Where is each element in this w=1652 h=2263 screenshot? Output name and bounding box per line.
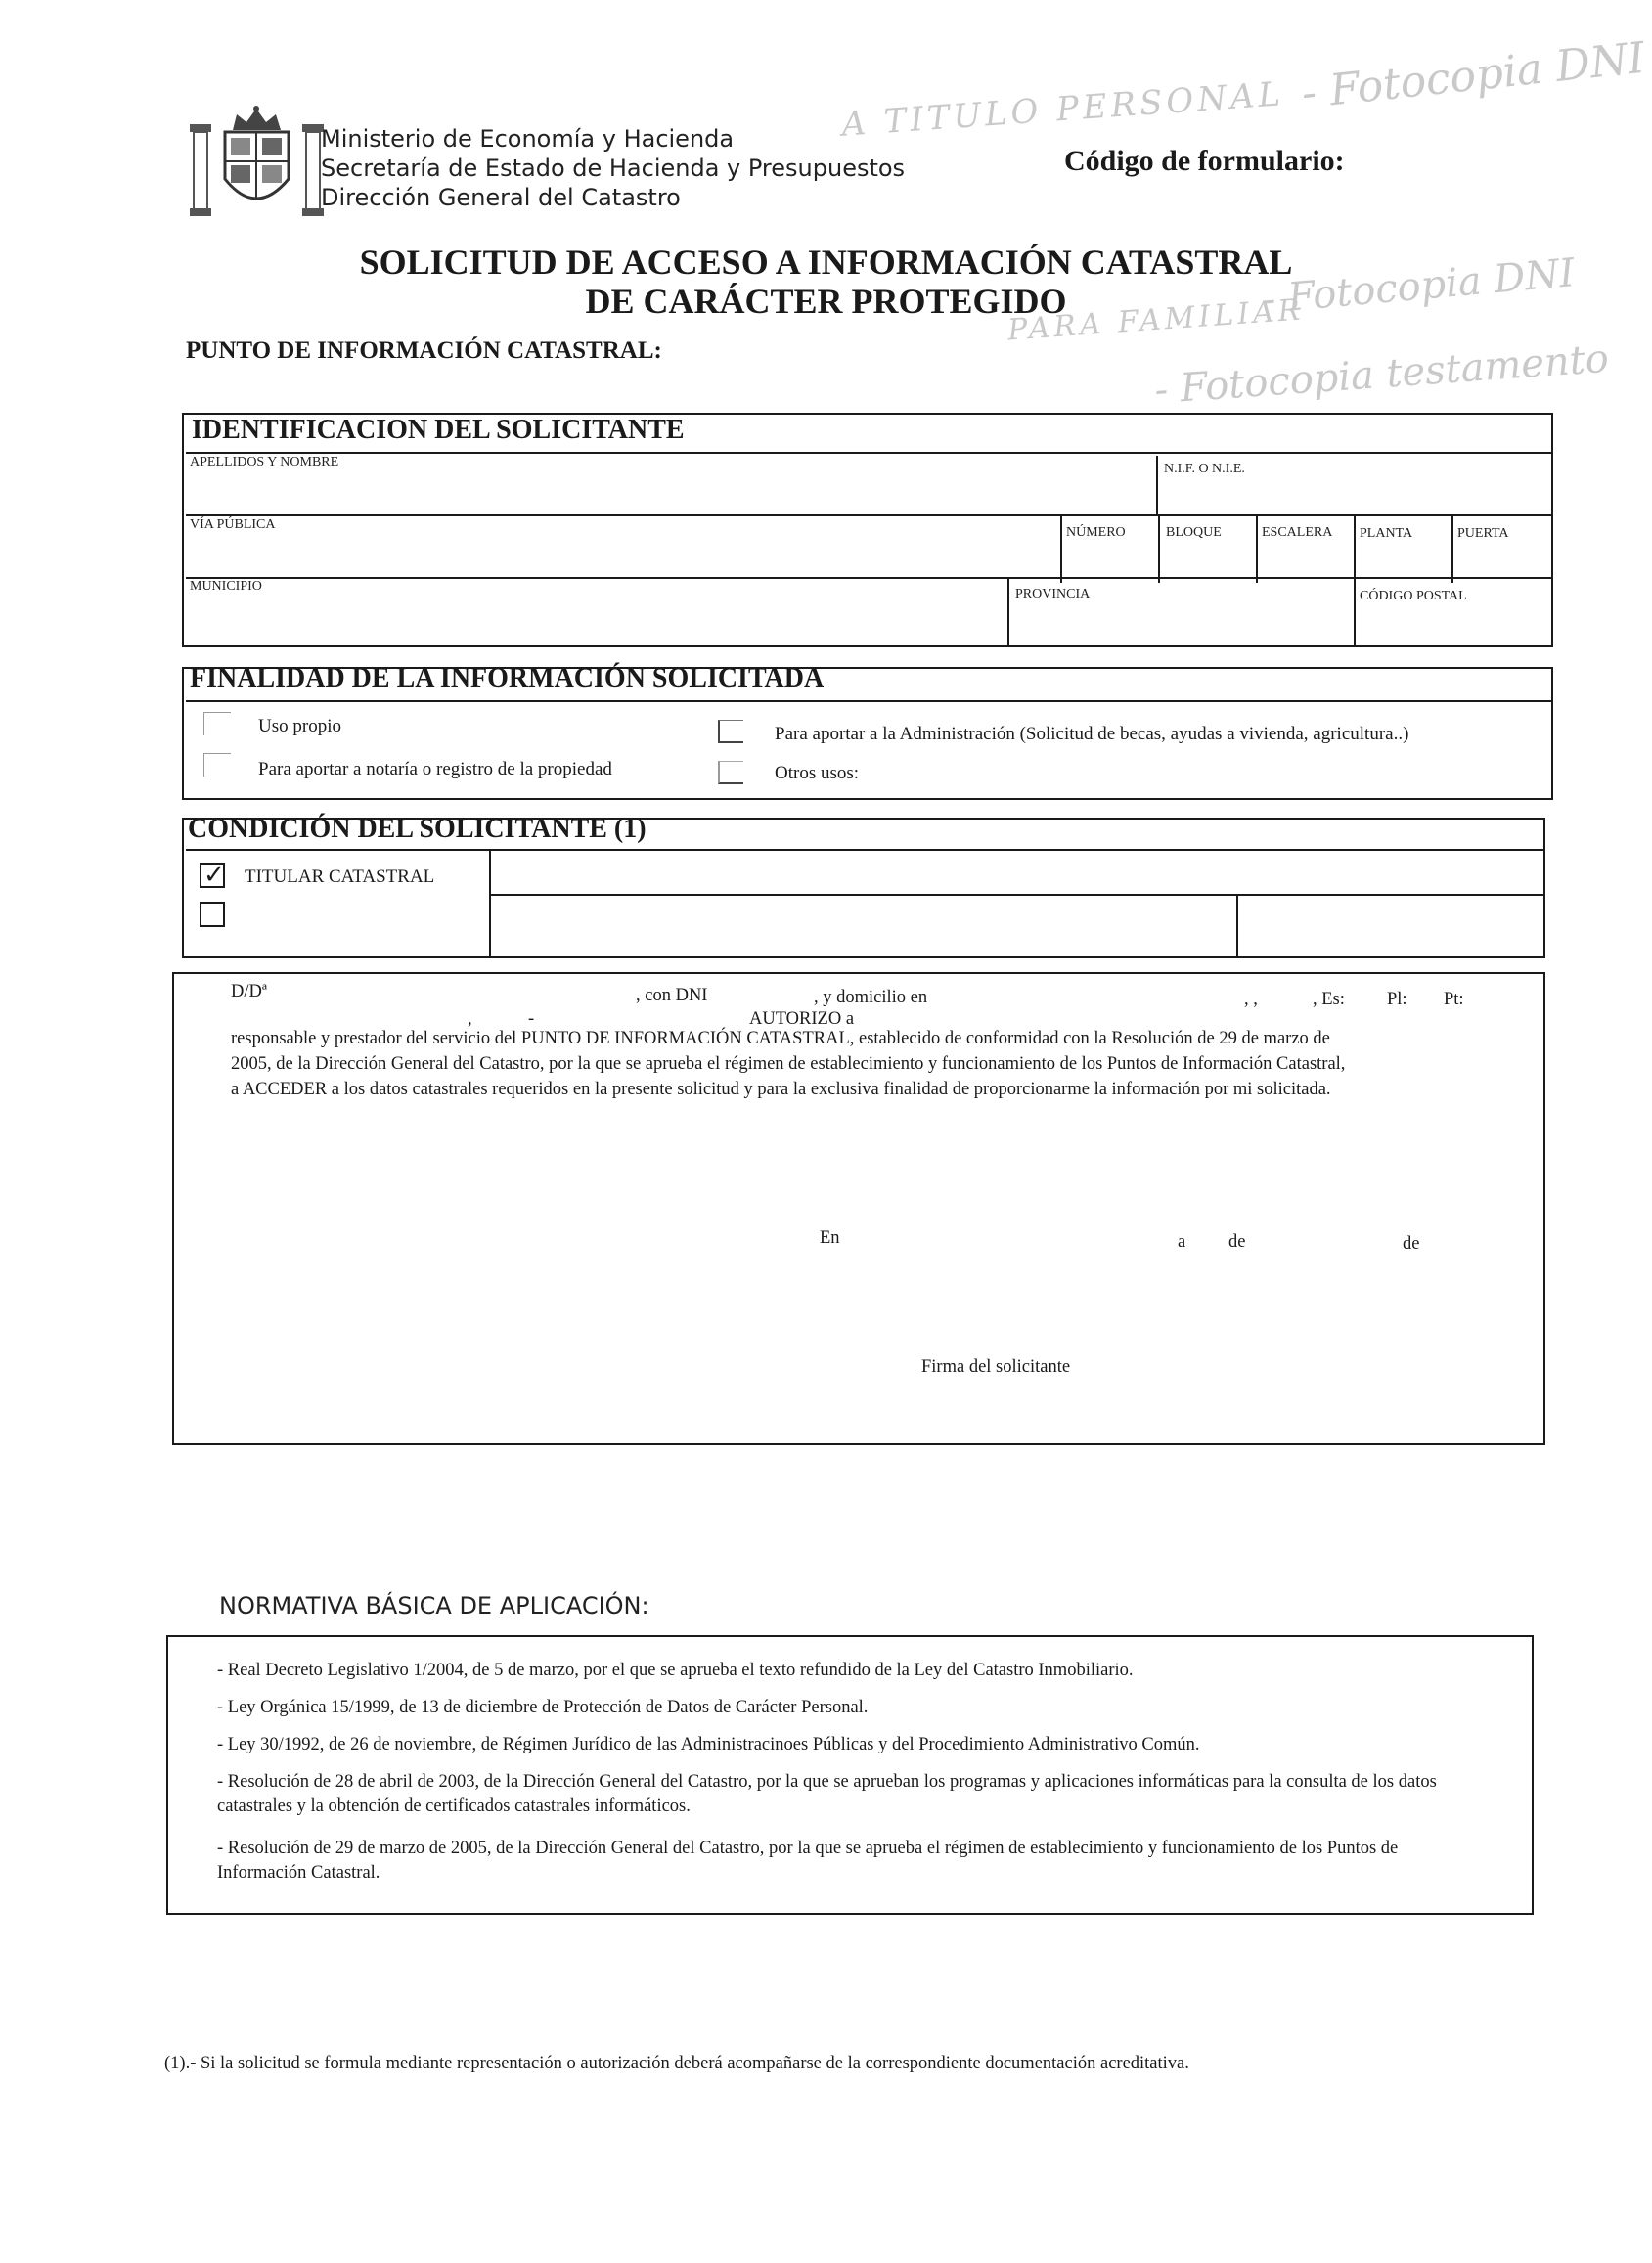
finalidad-title: FINALIDAD DE LA INFORMACIÓN SOLICITADA (190, 663, 825, 693)
puerta-short-label: Pt: (1444, 990, 1464, 1009)
coat-of-arms-icon (186, 103, 328, 220)
fecha-de-label-2: de (1403, 1234, 1420, 1254)
apellidos-label: APELLIDOS Y NOMBRE (190, 455, 339, 469)
autorizo-label: AUTORIZO a (749, 1009, 855, 1029)
normativa-item: - Resolución de 29 de marzo de 2005, de la Dirección General del Catastro, por la que se aprueba el régimen de establecimiento y funcionamiento de los Puntos de Información Catastral. (217, 1839, 1399, 1883)
normativa-item: - Ley Orgánica 15/1999, de 13 de diciembre de Protección de Datos de Carácter Personal. (217, 1698, 869, 1717)
autorizacion-line-2: responsable y prestador del servicio del PUNTO DE INFORMACIÓN CATASTRAL, establecido de conformidad con la Resolución de 29 de marzo de (231, 1029, 1330, 1048)
titular-catastral-checkbox[interactable] (200, 863, 225, 888)
form-code-label: Código de formulario: (1064, 145, 1345, 177)
planta-label: PLANTA (1360, 526, 1413, 541)
identification-section (182, 413, 1553, 647)
provincia-label: PROVINCIA (1015, 587, 1091, 601)
dd-label: D/Dª (231, 982, 267, 1001)
normativa-item: - Real Decreto Legislativo 1/2004, de 5 de marzo, por el que se aprueba el texto refundido de la Ley del Catastro Inmobiliario. (217, 1661, 1134, 1680)
firma-solicitante-label: Firma del solicitante (921, 1357, 1071, 1377)
condicion-title: CONDICIÓN DEL SOLICITANTE (1) (188, 814, 647, 844)
handwritten-note-1b: A TITULO PERSONAL (840, 74, 1286, 145)
checkmark-icon: ✓ (203, 861, 225, 890)
ministry-line-2: Secretaría de Estado de Hacienda y Presupuestos (321, 155, 906, 182)
document-title-line-2: DE CARÁCTER PROTEGIDO (585, 282, 1067, 321)
fecha-de-label-1: de (1228, 1232, 1246, 1252)
other-condition-checkbox[interactable] (200, 902, 225, 927)
document-title-line-1: SOLICITUD DE ACCESO A INFORMACIÓN CATASTRAL (359, 243, 1293, 282)
comma-separator: , (468, 1009, 472, 1029)
normativa-item: - Resolución de 28 de abril de 2003, de la Dirección General del Catastro, por la que se aprueban los programas y aplicaciones informáticas para la consulta de los datos catastrales y la obtención de certificados catastrales informáticos. (217, 1772, 1437, 1816)
address-commas: , , (1244, 990, 1258, 1009)
nif-label: N.I.F. O N.I.E. (1164, 462, 1245, 476)
con-dni-label: , con DNI (636, 986, 708, 1005)
handwritten-note-2b: PARA FAMILIAR (1006, 292, 1306, 348)
notaria-option: Para aportar a notaría o registro de la propiedad (258, 759, 612, 779)
lugar-en-label: En (820, 1228, 840, 1248)
numero-label: NÚMERO (1066, 525, 1126, 540)
titular-catastral-label: TITULAR CATASTRAL (245, 866, 435, 887)
ministry-line-3: Dirección General del Catastro (321, 184, 681, 211)
escalera-label: ESCALERA (1262, 525, 1333, 540)
punto-informacion-label: PUNTO DE INFORMACIÓN CATASTRAL: (186, 337, 662, 364)
otros-usos-checkbox[interactable] (718, 761, 743, 784)
puerta-label: PUERTA (1457, 526, 1509, 541)
municipio-label: MUNICIPIO (190, 579, 262, 594)
ministry-line-1: Ministerio de Economía y Hacienda (321, 125, 735, 153)
escalera-short-label: , Es: (1313, 990, 1345, 1009)
domicilio-label: , y domicilio en (814, 988, 928, 1007)
normativa-item: - Ley 30/1992, de 26 de noviembre, de Régimen Jurídico de las Administracinoes Públicas y del Procedimiento Administrativo Común. (217, 1735, 1200, 1754)
via-publica-label: VÍA PÚBLICA (190, 517, 276, 532)
notaria-checkbox[interactable] (203, 753, 231, 777)
fecha-a-label: a (1178, 1232, 1186, 1252)
otros-usos-option: Otros usos: (775, 763, 860, 783)
autorizacion-line-3: 2005, de la Dirección General del Catastro, por la que se aprueba el régimen de establecimiento y funcionamiento de los Puntos de Información Catastral, (231, 1054, 1346, 1074)
handwritten-note-3: - Fotocopia testamento (1152, 335, 1611, 414)
planta-short-label: Pl: (1387, 990, 1407, 1009)
dash-separator: - (528, 1009, 535, 1029)
autorizacion-line-4: a ACCEDER a los datos catastrales requeridos en la presente solicitud y para la exclusiva finalidad de proporcionarme la información por mi solicitada. (231, 1080, 1331, 1099)
footnote: (1).- Si la solicitud se formula mediante representación o autorización deberá acompañarse de la correspondiente documentación acreditativa. (164, 2054, 1189, 2073)
administracion-checkbox[interactable] (718, 720, 743, 743)
handwritten-note-2: - Fotocopia DNI (1260, 250, 1577, 323)
codigo-postal-label: CÓDIGO POSTAL (1360, 589, 1467, 603)
bloque-label: BLOQUE (1166, 525, 1222, 540)
identification-title: IDENTIFICACION DEL SOLICITANTE (192, 415, 685, 445)
uso-propio-option: Uso propio (258, 716, 341, 736)
administracion-option: Para aportar a la Administración (Solicitud de becas, ayudas a vivienda, agricultura..) (775, 724, 1409, 744)
normativa-heading: NORMATIVA BÁSICA DE APLICACIÓN: (219, 1592, 649, 1620)
uso-propio-checkbox[interactable] (203, 712, 231, 735)
handwritten-note-1: - Fotocopia DNI (1299, 32, 1648, 119)
